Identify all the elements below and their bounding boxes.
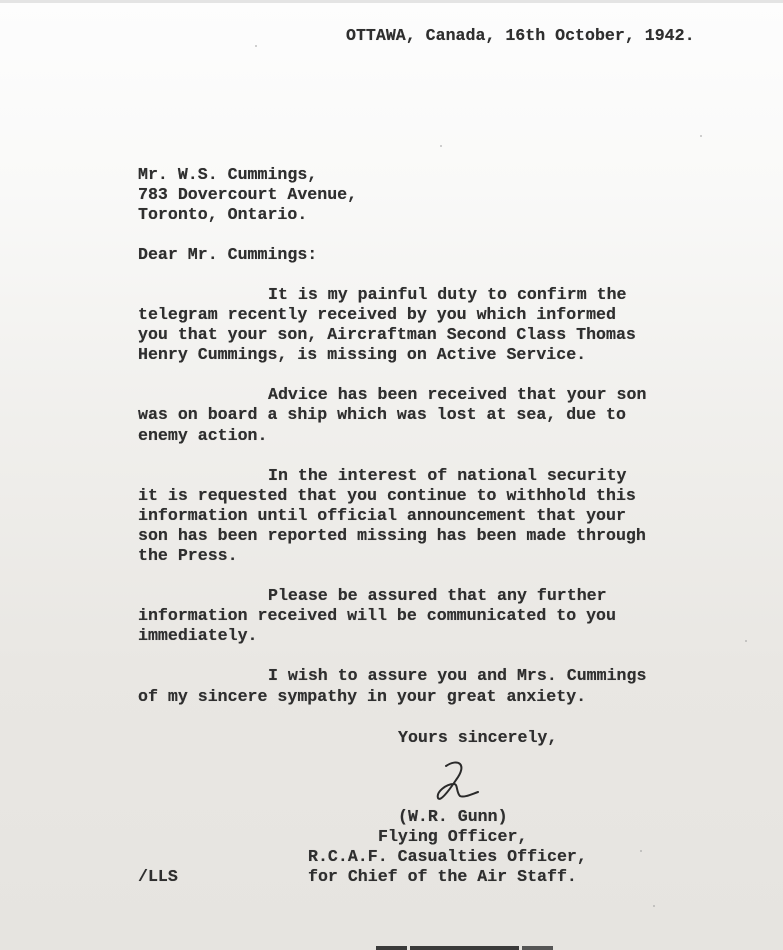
paragraph-line: Advice has been received that your son: [268, 385, 647, 404]
edge-bar: [410, 946, 519, 950]
signatory-position: R.C.A.F. Casualties Officer,: [308, 847, 587, 866]
dateline: OTTAWA, Canada, 16th October, 1942.: [346, 26, 695, 45]
paper-speck: [255, 45, 257, 47]
paragraph-line: son has been reported missing has been made through: [138, 526, 646, 545]
paragraph-line: immediately.: [138, 626, 258, 645]
paper-speck: [640, 850, 642, 852]
paper-speck: [653, 905, 655, 907]
paragraph-line: I wish to assure you and Mrs. Cummings: [268, 666, 647, 685]
edge-bar: [376, 946, 407, 950]
paper-top-edge: [0, 0, 783, 3]
recipient-name: Mr. W.S. Cummings,: [138, 165, 318, 184]
edge-bar: [522, 946, 553, 950]
paper-speck: [440, 145, 442, 147]
paragraph-line: enemy action.: [138, 426, 268, 445]
paragraph-line: information until official announcement that your: [138, 506, 626, 525]
signatory-rank: Flying Officer,: [378, 827, 528, 846]
paragraph-line: telegram recently received by you which informed: [138, 305, 616, 324]
closing: Yours sincerely,: [398, 728, 558, 747]
paragraph-line: was on board a ship which was lost at sea, due to: [138, 405, 626, 424]
paragraph-line: Please be assured that any further: [268, 586, 607, 605]
signatory-on-behalf: for Chief of the Air Staff.: [308, 867, 577, 886]
salutation: Dear Mr. Cummings:: [138, 245, 318, 264]
recipient-city: Toronto, Ontario.: [138, 205, 308, 224]
paper-speck: [745, 640, 747, 642]
paragraph-line: information received will be communicated to you: [138, 606, 616, 625]
paragraph-line: of my sincere sympathy in your great anxiety.: [138, 687, 587, 706]
recipient-street: 783 Dovercourt Avenue,: [138, 185, 358, 204]
paper-speck: [700, 135, 702, 137]
signature-icon: [432, 758, 482, 806]
paragraph-line: Henry Cummings, is missing on Active Service.: [138, 345, 587, 364]
typist-reference: /LLS: [138, 867, 178, 886]
paragraph-line: In the interest of national security: [268, 466, 627, 485]
paragraph-line: you that your son, Aircraftman Second Class Thomas: [138, 325, 636, 344]
paragraph-line: it is requested that you continue to withhold this: [138, 486, 636, 505]
paragraph-line: It is my painful duty to confirm the: [268, 285, 627, 304]
paragraph-line: the Press.: [138, 546, 238, 565]
signatory-name: (W.R. Gunn): [398, 807, 508, 826]
